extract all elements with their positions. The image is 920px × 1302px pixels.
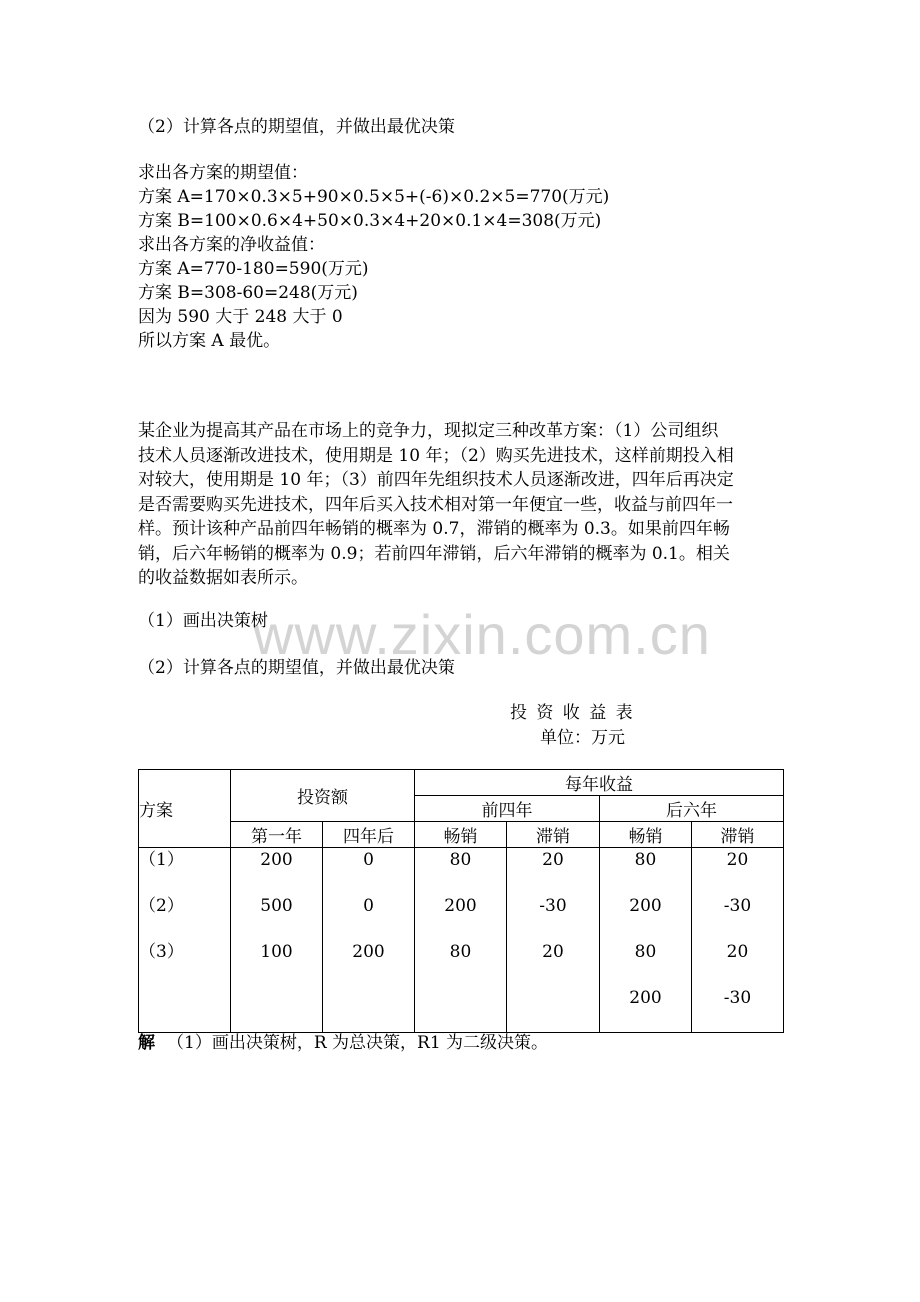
plan-b-net: 方案 B=308-60=248(万元) (138, 283, 358, 303)
column-poor-sales-2 (692, 848, 784, 1033)
table-cell: 200 (260, 850, 293, 870)
header-after-four-years: 四年后 (323, 822, 415, 848)
problem-line: 对较大，使用期是 10 年；（3）前四年先组织技术人员逐渐改进，四年后再决定 (138, 470, 734, 490)
net-value-intro: 求出各方案的净收益值： (138, 235, 325, 255)
problem-line: 样。预计该种产品前四年畅销的概率为 0.7，滞销的概率为 0.3。如果前四年畅 (138, 519, 730, 539)
column-after-four-years (323, 848, 415, 1033)
question-1: （1）画出决策树 (138, 611, 268, 631)
header-poor-sales-2: 滞销 (692, 822, 784, 848)
problem-line: 某企业为提高其产品在市场上的竞争力，现拟定三种改革方案：（1）公司组织 (138, 421, 719, 441)
column-good-sales-2 (600, 848, 692, 1033)
header-good-sales-2: 畅销 (600, 822, 692, 848)
table-cell: 20 (542, 942, 564, 962)
solution-text: （1）画出决策树，R 为总决策，R1 为二级决策。 (167, 1033, 549, 1053)
investment-income-table (138, 769, 784, 1033)
header-poor-sales-1: 滞销 (507, 822, 600, 848)
table-cell: （1） (139, 850, 184, 870)
watermark: www.zixin.com.cn (253, 603, 711, 666)
table-cell: 200 (629, 896, 662, 916)
comparison-line: 因为 590 大于 248 大于 0 (138, 307, 343, 327)
table-cell (415, 986, 506, 1032)
column-plan (139, 848, 231, 1033)
column-first-year (231, 848, 323, 1033)
table-cell: 200 (444, 896, 477, 916)
plan-a-net: 方案 A=770-180=590(万元) (138, 259, 369, 279)
table-cell: 80 (634, 850, 657, 870)
column-poor-sales-1 (507, 848, 600, 1033)
table-cell: （3） (139, 942, 184, 962)
table-cell: 200 (629, 988, 662, 1008)
header-good-sales-1: 畅销 (415, 822, 507, 848)
header-first-four-years: 前四年 (415, 796, 600, 822)
table-cell: -30 (723, 896, 752, 916)
question-2: （2）计算各点的期望值，并做出最优决策 (138, 658, 455, 678)
table-cell: 0 (363, 850, 374, 870)
solution-line (138, 1031, 548, 1055)
header-annual-income: 每年收益 (415, 770, 784, 796)
table-cell: 500 (260, 896, 293, 916)
table-cell (323, 986, 414, 1032)
header-first-year: 第一年 (231, 822, 323, 848)
problem-line: 销，后六年畅销的概率为 0.9；若前四年滞销，后六年滞销的概率为 0.1。相关 (138, 543, 730, 564)
column-good-sales-1 (415, 848, 507, 1033)
table-cell: 20 (726, 942, 749, 962)
table-title: 投 资 收 益 表 (510, 703, 635, 723)
table-cell (139, 986, 230, 1032)
table-unit: 单位：万元 (540, 728, 625, 748)
section1-heading: （2）计算各点的期望值，并做出最优决策 (138, 117, 455, 137)
solution-label: 解 (138, 1033, 155, 1053)
header-last-six-years: 后六年 (600, 796, 784, 822)
plan-b-expected: 方案 B=100×0.6×4+50×0.3×4+20×0.1×4=308(万元) (138, 211, 602, 231)
table-cell: 80 (449, 942, 472, 962)
expected-value-intro: 求出各方案的期望值： (138, 163, 308, 183)
conclusion-line: 所以方案 A 最优。 (138, 331, 281, 351)
table-cell: （2） (139, 896, 184, 916)
header-investment: 投资额 (231, 770, 415, 822)
header-plan: 方案 (139, 770, 231, 848)
table-cell: 80 (634, 942, 657, 962)
table-cell: -30 (723, 988, 752, 1008)
table-cell: 100 (260, 942, 293, 962)
problem-line: 的收益数据如表所示。 (138, 568, 308, 588)
table-cell: 20 (726, 850, 749, 870)
table-cell (231, 986, 322, 1032)
table-cell: 200 (352, 942, 385, 962)
table-cell: 20 (542, 850, 564, 870)
problem-line: 技术人员逐渐改进技术，使用期是 10 年；（2）购买先进技术，这样前期投入相 (138, 445, 734, 466)
problem-paragraph (138, 419, 788, 591)
problem-line: 是否需要购买先进技术，四年后买入技术相对第一年便宜一些，收益与前四年一 (138, 494, 733, 515)
table-cell: 0 (363, 896, 374, 916)
table-cell (507, 986, 599, 1032)
table-cell: 80 (449, 850, 472, 870)
plan-a-expected: 方案 A=170×0.3×5+90×0.5×5+(-6)×0.2×5=770(万元) (138, 187, 610, 207)
table-cell: -30 (539, 896, 567, 916)
